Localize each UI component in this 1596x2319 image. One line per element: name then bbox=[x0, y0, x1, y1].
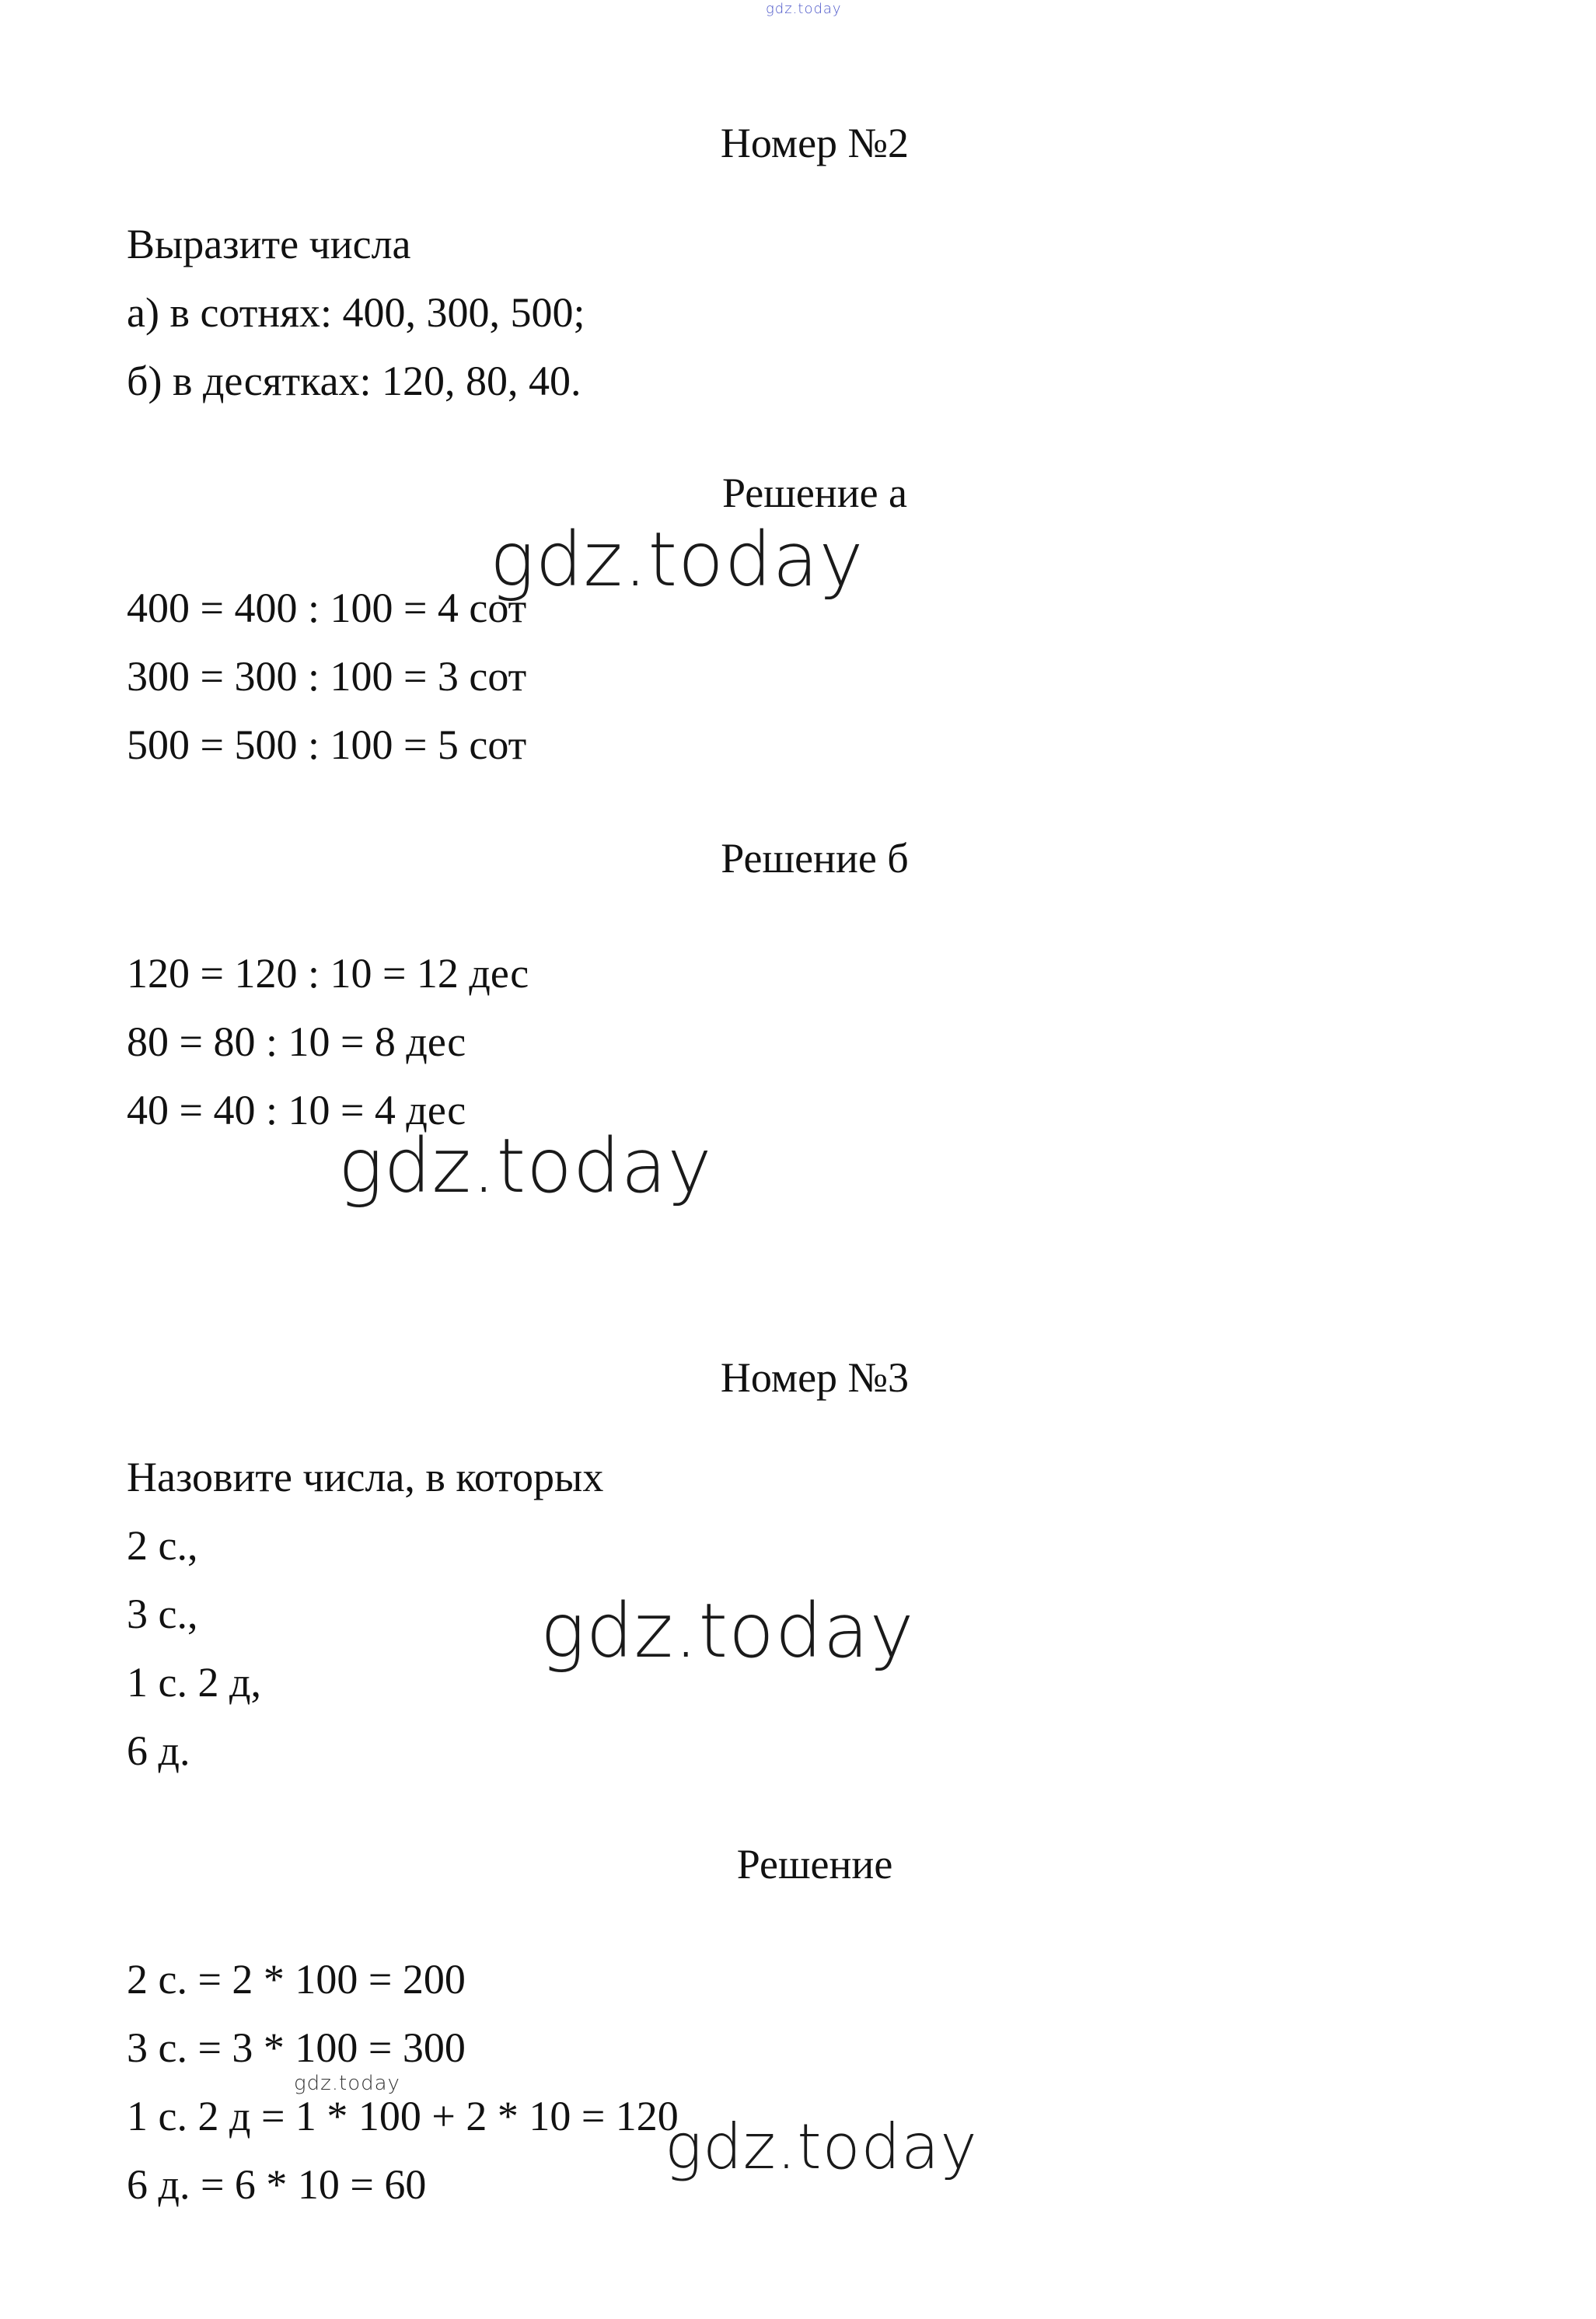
task3-solution-line-3: 1 с. 2 д = 1 * 100 + 2 * 10 = 120 bbox=[127, 2093, 679, 2139]
solution-b-line-1: 120 = 120 : 10 = 12 дес bbox=[127, 950, 529, 997]
watermark-5: gdz.today bbox=[665, 2111, 978, 2183]
task3-heading: Номер №3 bbox=[720, 1354, 910, 1401]
task3-solution-line-1: 2 с. = 2 * 100 = 200 bbox=[127, 1956, 466, 2003]
task2-line-3: б) в десятках: 120, 80, 40. bbox=[127, 358, 581, 404]
solution-a-line-2: 300 = 300 : 100 = 3 сот bbox=[127, 653, 527, 700]
task3-solution-heading: Решение bbox=[736, 1841, 893, 1888]
watermark-4: gdz.today bbox=[294, 2072, 400, 2095]
task2-heading: Номер №2 bbox=[720, 120, 910, 166]
watermark-3: gdz.today bbox=[540, 1587, 915, 1675]
solution-b-line-2: 80 = 80 : 10 = 8 дес bbox=[127, 1018, 466, 1065]
task3-line-3: 3 с., bbox=[127, 1591, 198, 1637]
solution-b-heading: Решение б bbox=[721, 835, 909, 882]
task2-line-1: Выразите числа bbox=[127, 221, 411, 267]
task3-solution-line-2: 3 с. = 3 * 100 = 300 bbox=[127, 2024, 466, 2071]
task2-line-2: а) в сотнях: 400, 300, 500; bbox=[127, 289, 585, 336]
watermark-top: gdz.today bbox=[766, 1, 842, 17]
watermark-1: gdz.today bbox=[490, 516, 864, 603]
task3-line-1: Назовите числа, в которых bbox=[127, 1454, 604, 1500]
task3-line-4: 1 с. 2 д, bbox=[127, 1659, 261, 1706]
solution-a-heading: Решение а bbox=[721, 470, 908, 516]
watermark-2: gdz.today bbox=[338, 1123, 713, 1210]
task3-solution-line-4: 6 д. = 6 * 10 = 60 bbox=[127, 2161, 427, 2208]
task3-line-5: 6 д. bbox=[127, 1727, 190, 1774]
solution-a-line-1: 400 = 400 : 100 = 4 сот bbox=[127, 585, 527, 631]
task3-line-2: 2 с., bbox=[127, 1522, 198, 1569]
solution-a-line-3: 500 = 500 : 100 = 5 сот bbox=[127, 721, 527, 768]
solution-b-line-3: 40 = 40 : 10 = 4 дес bbox=[127, 1087, 466, 1133]
